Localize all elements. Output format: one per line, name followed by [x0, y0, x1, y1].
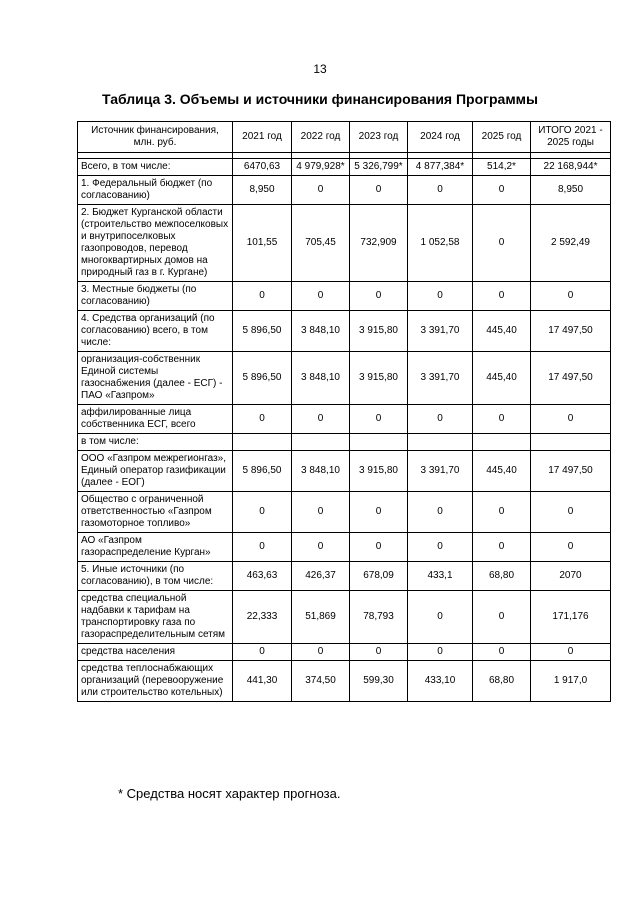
cell-2022 [292, 434, 350, 451]
cell-2024: 3 391,70 [408, 352, 473, 405]
cell-2023: 78,793 [350, 591, 408, 644]
table-row [78, 311, 611, 352]
cell-2021: 0 [233, 405, 292, 434]
cell-2025: 0 [473, 205, 531, 282]
footnote: * Средства носят характер прогноза. [118, 786, 341, 801]
cell-2021: 441,30 [233, 661, 292, 702]
cell-2023: 0 [350, 533, 408, 562]
table-row [78, 562, 611, 591]
cell-2021: 8,950 [233, 176, 292, 205]
cell-2022: 0 [292, 176, 350, 205]
cell-2021: 5 896,50 [233, 451, 292, 492]
cell-total: 8,950 [531, 176, 611, 205]
table-row [78, 282, 611, 311]
page-number: 13 [313, 62, 327, 76]
cell-2025: 0 [473, 644, 531, 661]
table-row [78, 159, 611, 176]
cell-2025: 0 [473, 492, 531, 533]
row-label: 2. Бюджет Курганской области (строительство межпоселковых и внутрипоселковых газопроводов, перевод многоквартирных домов на природный газ в г. Кургане) [78, 205, 233, 282]
cell-2025: 514,2* [473, 159, 531, 176]
cell-2023: 0 [350, 405, 408, 434]
cell-2021: 101,55 [233, 205, 292, 282]
cell-2025: 445,40 [473, 311, 531, 352]
cell-2024: 3 391,70 [408, 451, 473, 492]
header-row [78, 122, 611, 153]
row-label: 4. Средства организаций (по согласованию) всего, в том числе: [78, 311, 233, 352]
cell-total: 1 917,0 [531, 661, 611, 702]
row-label: аффилированные лица собственника ЕСГ, всего [78, 405, 233, 434]
table-row [78, 205, 611, 282]
cell-2025: 0 [473, 176, 531, 205]
cell-2024: 0 [408, 533, 473, 562]
cell-2021 [233, 434, 292, 451]
cell-total: 0 [531, 492, 611, 533]
cell-2022: 0 [292, 533, 350, 562]
row-label: Всего, в том числе: [78, 159, 233, 176]
cell-2021: 6470,63 [233, 159, 292, 176]
cell-total: 171,176 [531, 591, 611, 644]
cell-2023: 0 [350, 492, 408, 533]
table-row [78, 661, 611, 702]
row-label: организация-собственник Единой системы газоснабжения (далее - ЕСГ) - ПАО «Газпром» [78, 352, 233, 405]
financing-table [77, 121, 611, 702]
cell-2023: 3 915,80 [350, 352, 408, 405]
row-label: средства специальной надбавки к тарифам на транспортировку газа по газораспределительным сетям [78, 591, 233, 644]
cell-total: 0 [531, 405, 611, 434]
cell-2024: 4 877,384* [408, 159, 473, 176]
cell-total: 2070 [531, 562, 611, 591]
cell-2024: 1 052,58 [408, 205, 473, 282]
cell-2023: 3 915,80 [350, 311, 408, 352]
cell-total [531, 434, 611, 451]
row-label: 1. Федеральный бюджет (по согласованию) [78, 176, 233, 205]
cell-2023: 599,30 [350, 661, 408, 702]
table-row [78, 644, 611, 661]
cell-2023 [350, 434, 408, 451]
cell-2025: 445,40 [473, 352, 531, 405]
row-label: средства населения [78, 644, 233, 661]
table-row [78, 451, 611, 492]
cell-2023: 5 326,799* [350, 159, 408, 176]
cell-2023: 3 915,80 [350, 451, 408, 492]
cell-2022: 705,45 [292, 205, 350, 282]
table-row [78, 405, 611, 434]
cell-2025: 445,40 [473, 451, 531, 492]
cell-total: 17 497,50 [531, 451, 611, 492]
cell-2021: 22,333 [233, 591, 292, 644]
cell-2024: 433,1 [408, 562, 473, 591]
cell-2023: 0 [350, 176, 408, 205]
cell-2022: 4 979,928* [292, 159, 350, 176]
cell-2024 [408, 434, 473, 451]
cell-2024: 0 [408, 644, 473, 661]
cell-2025: 0 [473, 591, 531, 644]
cell-2022: 426,37 [292, 562, 350, 591]
table-row [78, 352, 611, 405]
cell-2022: 3 848,10 [292, 451, 350, 492]
row-label: 3. Местные бюджеты (по согласованию) [78, 282, 233, 311]
cell-2025: 0 [473, 405, 531, 434]
cell-2022: 3 848,10 [292, 352, 350, 405]
cell-2022: 0 [292, 492, 350, 533]
cell-2025: 0 [473, 533, 531, 562]
header-2024: 2024 год [408, 122, 473, 153]
cell-2021: 0 [233, 282, 292, 311]
table-title: Таблица 3. Объемы и источники финансирования Программы [101, 91, 538, 107]
cell-total: 0 [531, 533, 611, 562]
header-source: Источник финансирования, млн. руб. [78, 122, 233, 153]
cell-2021: 5 896,50 [233, 352, 292, 405]
table-row [78, 434, 611, 451]
cell-2022: 374,50 [292, 661, 350, 702]
row-label: ООО «Газпром межрегионгаз», Единый оператор газификации (далее - ЕОГ) [78, 451, 233, 492]
cell-total: 17 497,50 [531, 311, 611, 352]
row-label: Общество с ограниченной ответственностью «Газпром газомоторное топливо» [78, 492, 233, 533]
cell-2024: 433,10 [408, 661, 473, 702]
cell-2025: 68,80 [473, 562, 531, 591]
cell-2022: 0 [292, 282, 350, 311]
header-2025: 2025 год [473, 122, 531, 153]
table-row [78, 533, 611, 562]
cell-2022: 3 848,10 [292, 311, 350, 352]
cell-2023: 678,09 [350, 562, 408, 591]
cell-total: 0 [531, 282, 611, 311]
row-label: средства теплоснабжающих организаций (перевооружение или строительство котельных) [78, 661, 233, 702]
cell-2025 [473, 434, 531, 451]
cell-total: 22 168,944* [531, 159, 611, 176]
cell-2024: 0 [408, 405, 473, 434]
cell-2024: 0 [408, 176, 473, 205]
header-total: ИТОГО 2021 - 2025 годы [531, 122, 611, 153]
cell-2023: 0 [350, 282, 408, 311]
cell-2023: 732,909 [350, 205, 408, 282]
cell-2022: 0 [292, 644, 350, 661]
cell-2024: 0 [408, 492, 473, 533]
cell-2022: 51,869 [292, 591, 350, 644]
cell-2023: 0 [350, 644, 408, 661]
cell-2021: 0 [233, 492, 292, 533]
row-label: АО «Газпром газораспределение Курган» [78, 533, 233, 562]
cell-2024: 0 [408, 591, 473, 644]
header-2022: 2022 год [292, 122, 350, 153]
cell-2022: 0 [292, 405, 350, 434]
cell-2025: 68,80 [473, 661, 531, 702]
cell-2025: 0 [473, 282, 531, 311]
cell-total: 17 497,50 [531, 352, 611, 405]
cell-2021: 0 [233, 644, 292, 661]
cell-2024: 3 391,70 [408, 311, 473, 352]
table-row [78, 591, 611, 644]
row-label: 5. Иные источники (по согласованию), в том числе: [78, 562, 233, 591]
cell-2021: 5 896,50 [233, 311, 292, 352]
table-row [78, 492, 611, 533]
cell-total: 0 [531, 644, 611, 661]
cell-2024: 0 [408, 282, 473, 311]
row-label: в том числе: [78, 434, 233, 451]
cell-total: 2 592,49 [531, 205, 611, 282]
table-row [78, 176, 611, 205]
cell-2021: 463,63 [233, 562, 292, 591]
header-2023: 2023 год [350, 122, 408, 153]
cell-2021: 0 [233, 533, 292, 562]
header-2021: 2021 год [233, 122, 292, 153]
